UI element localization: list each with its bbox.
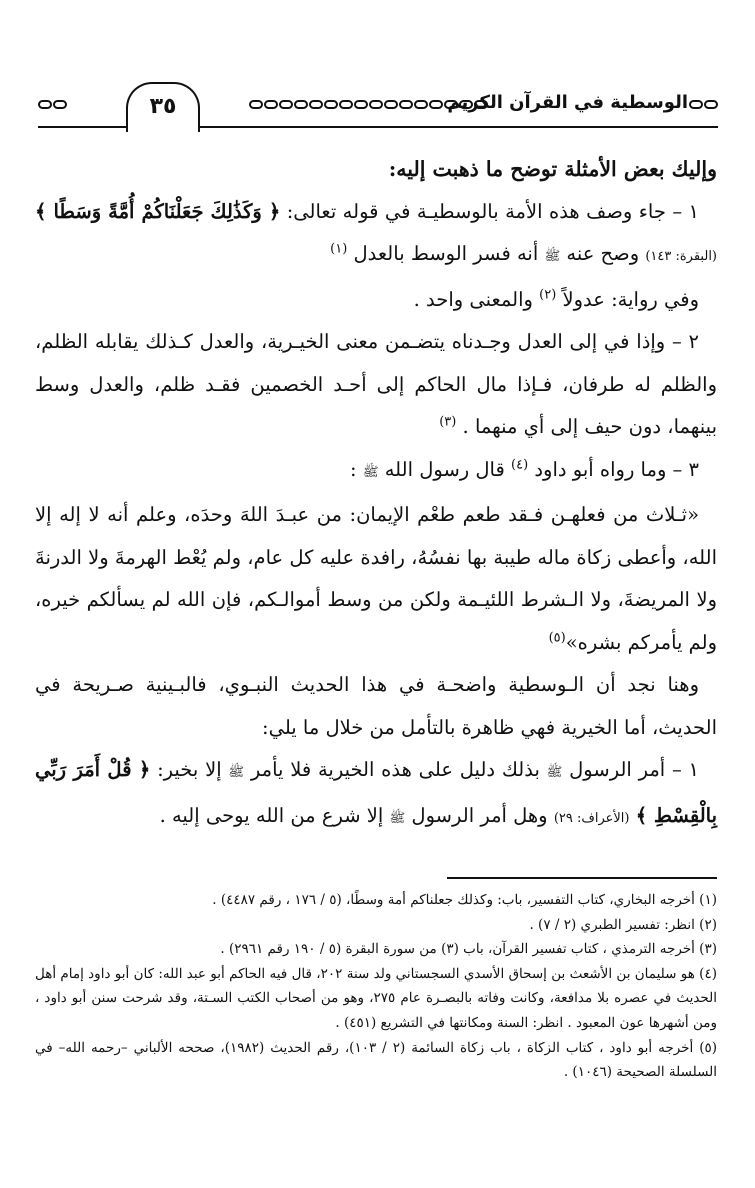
- example-1-narration: [35, 279, 717, 322]
- page-header: [38, 82, 718, 132]
- verse-reference-baqarah: (البقرة: ١٤٣): [645, 249, 717, 264]
- quran-verse-araf: ﴿ قُلْ أَمَرَ رَبِّي بِالْقِسْطِ ﴾: [35, 758, 717, 827]
- page-number: ٣٥: [126, 82, 200, 132]
- header-ornament-left: [38, 100, 67, 109]
- footnote-1: (١) أخرجه البخاري، كتاب التفسير، باب: وكذلك جعلناكم أمة وسطًا، (٥ / ١٧٦ ، رقم ٤٤٨٧) .: [212, 892, 717, 908]
- narration-text-b: والمعنى واحد .: [413, 287, 540, 311]
- footnote-5: (٥) أخرجه أبو داود ، كتاب الزكاة ، باب زكاة السائمة (٢ / ١٠٣)، رقم الحديث (١٩٨٢)، صححه الألباني –رحمه الله– في السلسلة الصحيحة (١٠٤٦) .: [35, 1039, 718, 1081]
- example-1: [35, 191, 717, 279]
- main-text: [35, 148, 717, 840]
- footnote-separator: [447, 877, 717, 879]
- example-2: [35, 321, 717, 449]
- quran-verse-baqarah: ﴿ وَكَذَٰلِكَ جَعَلْنَاكُمْ أُمَّةً وَسَطًا ﴾: [35, 199, 281, 223]
- salutation-mark: ﷺ: [546, 765, 563, 780]
- footnote-ref-3: (٣): [439, 414, 457, 430]
- point-1: [35, 749, 717, 840]
- example-1-text: ١ – جاء وصف هذه الأمة بالوسطيـة في قوله تعالى:: [280, 199, 699, 223]
- salutation-mark: ﷺ: [544, 249, 561, 264]
- example-2-text: ٢ – وإذا في إلى العدل وجـدناه يتضـمن معنى الخيـرية، والعدل كـذلك يقابله الظلم، والظلم له طرفان، فـإذا مال الحاكم إلى أحـد الخصمين فقـد ظلم، والعدل وسط بينهما، دون حيف إلى أي منهما .: [35, 330, 717, 438]
- point-1-text-c: إلا بخير:: [150, 758, 229, 781]
- point-1-text-d: وهل أمر الرسول: [405, 803, 554, 827]
- hadith-text: [35, 494, 717, 664]
- header-ornament-right: [689, 100, 718, 109]
- narration-text-a: وفي رواية: عدولاً: [556, 287, 699, 311]
- example-3-text-b: قال رسول الله: [378, 457, 512, 481]
- salutation-mark: ﷺ: [362, 464, 379, 480]
- footnote-ref-5: (٥): [548, 630, 566, 645]
- example-3: [35, 449, 717, 495]
- running-title: الوسطية في القرآن الكريم: [447, 92, 688, 113]
- point-1-text-b: بذلك دليل على هذه الخيرية فلا يأمر: [244, 758, 547, 781]
- point-1-text-a: ١ – أمر الرسول: [562, 758, 699, 781]
- footnotes: [35, 888, 717, 1085]
- salutation-mark: ﷺ: [228, 765, 245, 780]
- footnote-4: (٤) هو سليمان بن الأشعث بن إسحاق الأسدي السجستاني ولد سنة ٢٠٢، قال فيه الحاكم أبو عبد الله: كان أبو داود إمام أهل الحديث في عصره بلا مدافعة، وكانت وفاته بالبصـرة عام ٢٧٥، وهو من أصحاب الكتب السـتة، وقد شرحت سنن أبو داود ، ومن أشهرها عون المعبود . انظر: السنة ومكانتها في التشريع (٤٥١) .: [35, 965, 718, 1031]
- example-3-text-c: :: [350, 457, 363, 481]
- conclusion-paragraph: وهنا نجد أن الـوسطية واضحـة في هذا الحديث النبـوي، فالبـينية صـريحة في الحديث، أما الخيرية فهي ظاهرة بالتأمل من خلال ما يلي:: [35, 673, 717, 739]
- footnote-ref-2: (٢): [539, 287, 557, 302]
- example-1-text-mid: وصح عنه: [560, 242, 646, 265]
- example-1-text-end: أنه فسر الوسط بالعدل: [347, 242, 545, 265]
- footnote-ref-1: (١): [330, 241, 348, 257]
- hadith-body: «ثـلاث من فعلهـن فـقد طعم طعْم الإيمان: من عبـدَ اللهَ وحدَه، وعلم أنه لا إله إلا الله، وأعطى زكاة ماله طيبة بها نفسُهُ، رافدة عليه كل عام، ولم يُعْط الهرمةَ ولا الدرنةَ ولا المريضةَ، ولا الـشرط اللئيـمة ولكن من وسط أموالـكم، فإن الله لم يسألكم خيره، ولم يأمركم بشره»: [35, 503, 717, 654]
- example-3-text-a: ٣ – وما رواه أبو داود: [528, 457, 699, 481]
- footnote-ref-4: (٤): [511, 457, 529, 472]
- salutation-mark: ﷺ: [389, 810, 406, 826]
- verse-reference-araf: (الأعراف: ٢٩): [553, 810, 630, 826]
- footnote-3: (٣) أخرجه الترمذي ، كتاب تفسير القرآن، باب (٣) من سورة البقرة (٥ / ١٩٠ رقم ٢٩٦١) .: [220, 941, 717, 958]
- header-ornament-middle: [249, 100, 488, 109]
- intro-heading: وإليك بعض الأمثلة توضح ما ذهبت إليه:: [388, 157, 717, 181]
- point-1-text-e: إلا شرع من الله يوحى إليه .: [159, 803, 390, 827]
- footnote-2: (٢) انظر: تفسير الطبري (٢ / ٧) .: [529, 916, 717, 933]
